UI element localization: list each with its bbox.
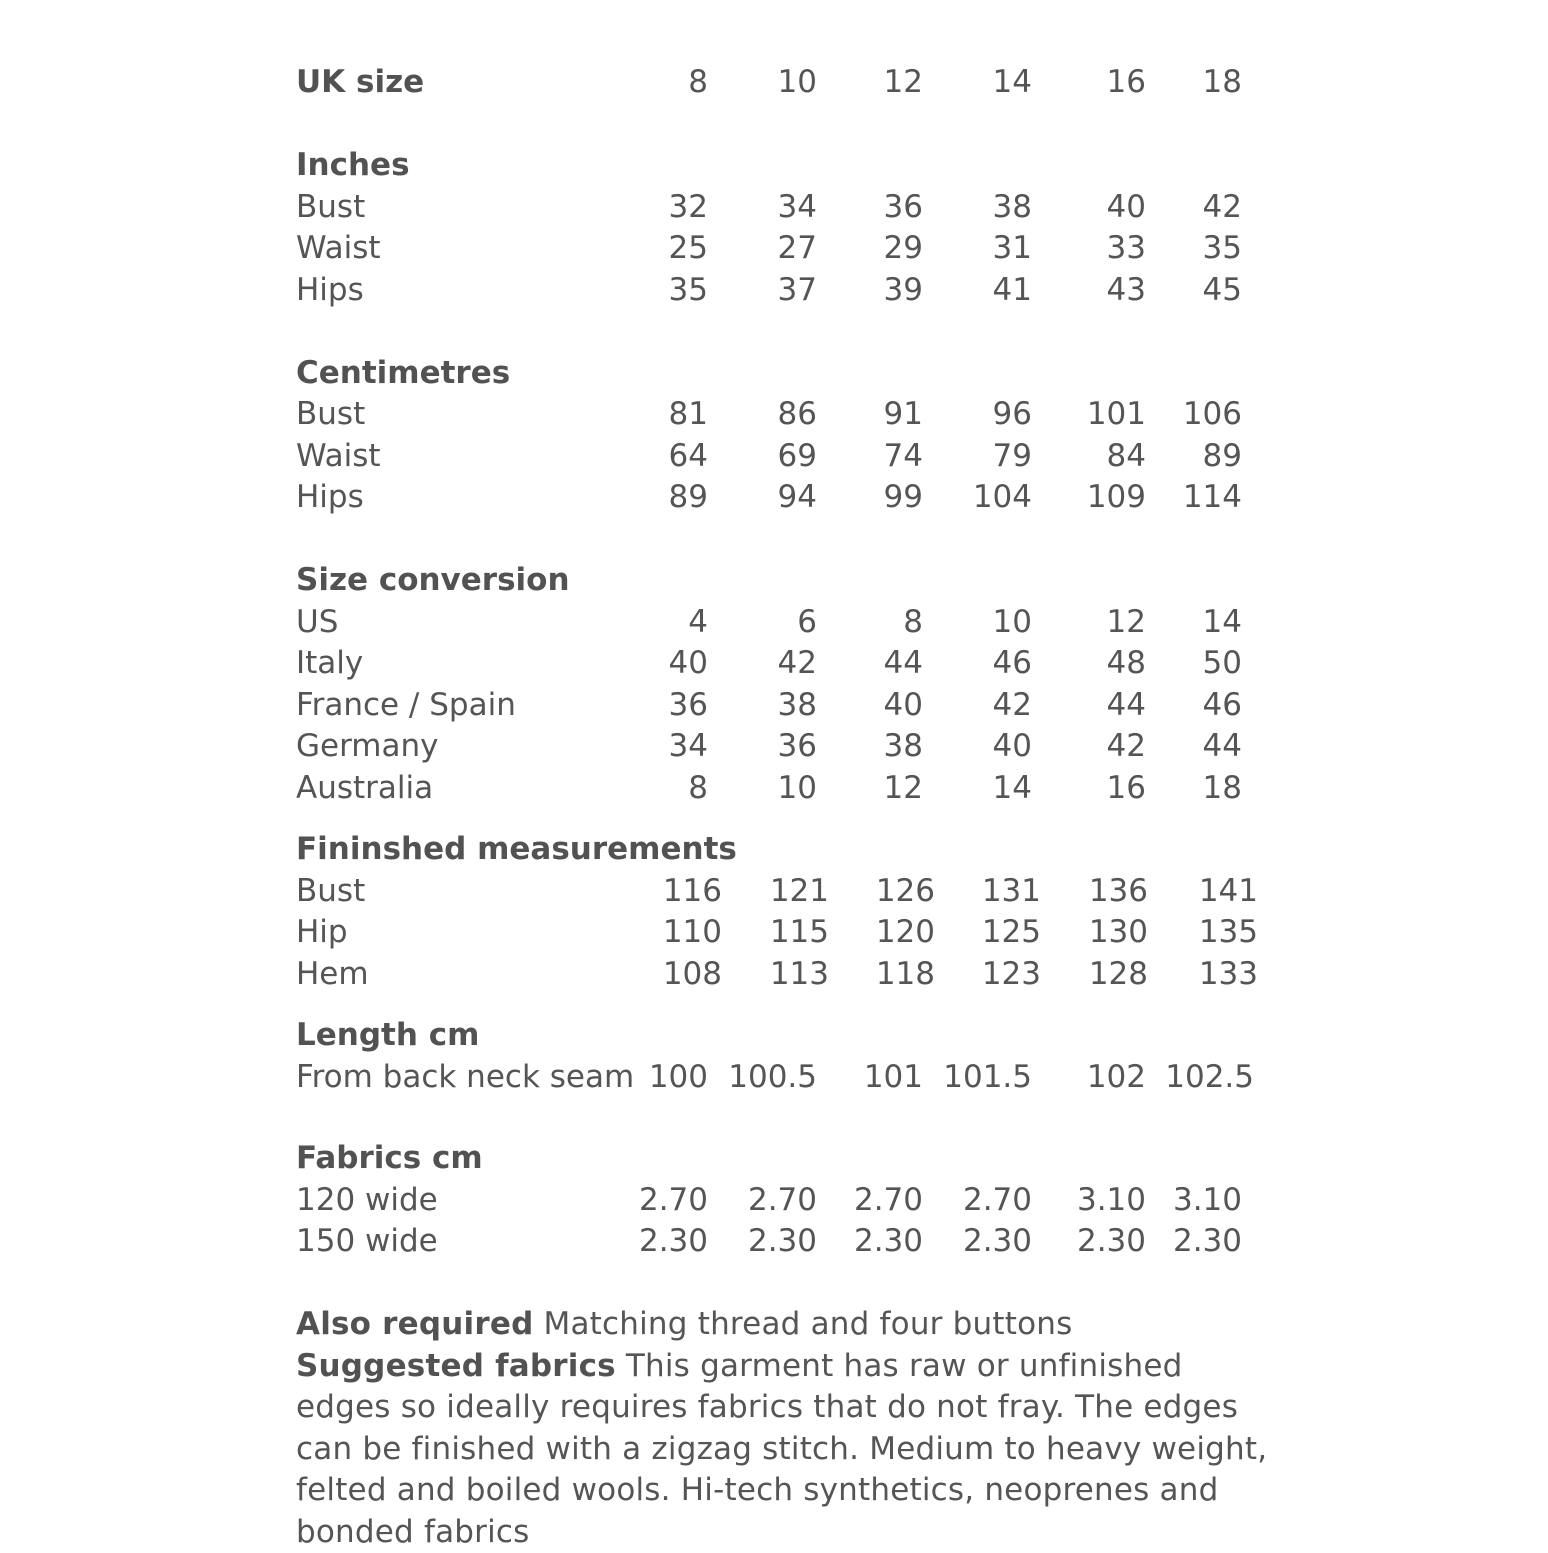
cell-value: 96	[902, 394, 1032, 436]
cell-value: 45	[1112, 270, 1242, 312]
fabrics-section	[296, 1138, 1276, 1263]
table-row	[296, 726, 1276, 768]
cell-value: 31	[902, 228, 1032, 270]
cell-value: 116	[592, 871, 722, 913]
cell-value: 35	[578, 270, 708, 312]
cell-value: 48	[1016, 643, 1146, 685]
cell-value: 121	[699, 871, 829, 913]
cell-value: 34	[687, 187, 817, 229]
cell-value: 89	[1112, 436, 1242, 478]
row-label: Australia	[296, 768, 433, 810]
cell-value: 32	[578, 187, 708, 229]
cell-value: 100	[578, 1057, 708, 1099]
cell-value: 42	[1016, 726, 1146, 768]
cell-value: 113	[699, 954, 829, 996]
cell-value: 40	[793, 685, 923, 727]
cell-value: 8	[793, 602, 923, 644]
cell-value: 2.30	[793, 1221, 923, 1263]
uk-size-value: 16	[1016, 62, 1146, 104]
cell-value: 126	[805, 871, 935, 913]
uk-size-value: 18	[1112, 62, 1242, 104]
cell-value: 101	[1016, 394, 1146, 436]
centimetres-section	[296, 353, 1276, 519]
cell-value: 99	[793, 477, 923, 519]
cell-value: 8	[578, 768, 708, 810]
cell-value: 2.30	[687, 1221, 817, 1263]
length-heading: Length cm	[296, 1015, 479, 1057]
cell-value: 10	[902, 602, 1032, 644]
cell-value: 125	[911, 912, 1041, 954]
cell-value: 2.70	[578, 1180, 708, 1222]
suggested-fabrics-paragraph	[296, 1346, 1276, 1553]
cell-value: 50	[1112, 643, 1242, 685]
size-chart	[296, 62, 1276, 1263]
table-row	[296, 871, 1276, 913]
cell-value: 2.70	[793, 1180, 923, 1222]
cell-value: 12	[1016, 602, 1146, 644]
cell-value: 81	[578, 394, 708, 436]
size-conversion-heading: Size conversion	[296, 560, 570, 602]
cell-value: 3.10	[1112, 1180, 1242, 1222]
spacer	[296, 809, 1276, 829]
row-label: Germany	[296, 726, 438, 768]
row-label: Hem	[296, 954, 369, 996]
row-label: Bust	[296, 187, 365, 229]
cell-value: 64	[578, 436, 708, 478]
cell-value: 100.5	[687, 1057, 817, 1099]
cell-value: 89	[578, 477, 708, 519]
table-row	[296, 477, 1276, 519]
cell-value: 42	[687, 643, 817, 685]
cell-value: 136	[1018, 871, 1148, 913]
row-label: 120 wide	[296, 1180, 438, 1222]
cell-value: 25	[578, 228, 708, 270]
cell-value: 4	[578, 602, 708, 644]
cell-value: 16	[1016, 768, 1146, 810]
section-heading	[296, 1138, 1276, 1180]
cell-value: 120	[805, 912, 935, 954]
cell-value: 44	[793, 643, 923, 685]
table-row	[296, 912, 1276, 954]
row-label: France / Spain	[296, 685, 516, 727]
spacer	[296, 1098, 1276, 1118]
finished-measurements-section	[296, 829, 1276, 995]
table-row	[296, 436, 1276, 478]
cell-value: 36	[578, 685, 708, 727]
uk-size-label: UK size	[296, 62, 424, 104]
cell-value: 33	[1016, 228, 1146, 270]
cell-value: 2.30	[578, 1221, 708, 1263]
cell-value: 123	[911, 954, 1041, 996]
cell-value: 106	[1112, 394, 1242, 436]
table-row	[296, 1221, 1276, 1263]
cell-value: 2.30	[1112, 1221, 1242, 1263]
table-row	[296, 228, 1276, 270]
cell-value: 114	[1112, 477, 1242, 519]
uk-size-value: 10	[687, 62, 817, 104]
table-row	[296, 768, 1276, 810]
cell-value: 34	[578, 726, 708, 768]
cell-value: 10	[687, 768, 817, 810]
cell-value: 102.5	[1124, 1057, 1254, 1099]
cell-value: 91	[793, 394, 923, 436]
cell-value: 38	[793, 726, 923, 768]
cell-value: 108	[592, 954, 722, 996]
cell-value: 35	[1112, 228, 1242, 270]
cell-value: 141	[1128, 871, 1258, 913]
cell-value: 46	[902, 643, 1032, 685]
cell-value: 131	[911, 871, 1041, 913]
cell-value: 27	[687, 228, 817, 270]
spacer	[296, 1118, 1276, 1138]
cell-value: 115	[699, 912, 829, 954]
cell-value: 133	[1128, 954, 1258, 996]
cell-value: 42	[1112, 187, 1242, 229]
cell-value: 128	[1018, 954, 1148, 996]
row-label: Bust	[296, 394, 365, 436]
cell-value: 42	[902, 685, 1032, 727]
spacer	[296, 311, 1276, 353]
cell-value: 101	[793, 1057, 923, 1099]
suggested-fabrics-text: This garment has raw or unfinished edges so ideally requires fabrics that do not fray. The edges can be finished with a zigzag stitch. Medium to heavy weight, felted and boiled wools. Hi-tech synthetics, neoprenes and bonded fabrics	[296, 1348, 1267, 1550]
cell-value: 109	[1016, 477, 1146, 519]
size-conversion-section	[296, 560, 1276, 809]
section-heading	[296, 829, 1276, 871]
cell-value: 74	[793, 436, 923, 478]
cell-value: 104	[902, 477, 1032, 519]
also-required-text: Matching thread and four buttons	[544, 1306, 1073, 1342]
uk-size-value: 12	[793, 62, 923, 104]
table-row	[296, 394, 1276, 436]
suggested-fabrics-label: Suggested fabrics	[296, 1348, 616, 1384]
cell-value: 135	[1128, 912, 1258, 954]
cell-value: 44	[1112, 726, 1242, 768]
cell-value: 41	[902, 270, 1032, 312]
table-row	[296, 187, 1276, 229]
cell-value: 37	[687, 270, 817, 312]
cell-value: 36	[793, 187, 923, 229]
spacer	[296, 104, 1276, 146]
cell-value: 39	[793, 270, 923, 312]
cell-value: 101.5	[902, 1057, 1032, 1099]
cell-value: 3.10	[1016, 1180, 1146, 1222]
inches-section	[296, 145, 1276, 311]
row-label: Hips	[296, 477, 364, 519]
cell-value: 29	[793, 228, 923, 270]
cell-value: 38	[902, 187, 1032, 229]
uk-size-value: 14	[902, 62, 1032, 104]
section-heading	[296, 560, 1276, 602]
row-label: US	[296, 602, 338, 644]
cell-value: 43	[1016, 270, 1146, 312]
table-row	[296, 1057, 1276, 1099]
row-label: Italy	[296, 643, 363, 685]
cell-value: 2.70	[902, 1180, 1032, 1222]
cell-value: 110	[592, 912, 722, 954]
cell-value: 18	[1112, 768, 1242, 810]
cell-value: 40	[578, 643, 708, 685]
cell-value: 102	[1016, 1057, 1146, 1099]
spacer	[296, 995, 1276, 1015]
notes-block	[296, 1304, 1276, 1553]
cell-value: 130	[1018, 912, 1148, 954]
cell-value: 12	[793, 768, 923, 810]
uk-size-value: 8	[578, 62, 708, 104]
table-row	[296, 954, 1276, 996]
cell-value: 2.30	[902, 1221, 1032, 1263]
cell-value: 94	[687, 477, 817, 519]
row-label: 150 wide	[296, 1221, 438, 1263]
section-heading	[296, 145, 1276, 187]
also-required-label: Also required	[296, 1306, 533, 1342]
uk-size-row	[296, 62, 1276, 104]
cell-value: 86	[687, 394, 817, 436]
table-row	[296, 1180, 1276, 1222]
cell-value: 36	[687, 726, 817, 768]
table-row	[296, 685, 1276, 727]
fabrics-heading: Fabrics cm	[296, 1138, 483, 1180]
cell-value: 38	[687, 685, 817, 727]
cell-value: 14	[1112, 602, 1242, 644]
cell-value: 2.70	[687, 1180, 817, 1222]
finished-measurements-heading: Fininshed measurements	[296, 829, 737, 871]
row-label: Hip	[296, 912, 348, 954]
cell-value: 2.30	[1016, 1221, 1146, 1263]
row-label: Hips	[296, 270, 364, 312]
spacer	[296, 519, 1276, 561]
table-row	[296, 270, 1276, 312]
cell-value: 118	[805, 954, 935, 996]
centimetres-heading: Centimetres	[296, 353, 510, 395]
cell-value: 6	[687, 602, 817, 644]
cell-value: 79	[902, 436, 1032, 478]
row-label: From back neck seam	[296, 1057, 634, 1099]
cell-value: 84	[1016, 436, 1146, 478]
cell-value: 40	[902, 726, 1032, 768]
section-heading	[296, 1015, 1276, 1057]
length-section	[296, 1015, 1276, 1098]
row-label: Waist	[296, 228, 381, 270]
cell-value: 40	[1016, 187, 1146, 229]
cell-value: 46	[1112, 685, 1242, 727]
inches-heading: Inches	[296, 145, 410, 187]
row-label: Waist	[296, 436, 381, 478]
table-row	[296, 602, 1276, 644]
cell-value: 44	[1016, 685, 1146, 727]
cell-value: 69	[687, 436, 817, 478]
also-required-paragraph	[296, 1304, 1276, 1346]
section-heading	[296, 353, 1276, 395]
table-row	[296, 643, 1276, 685]
row-label: Bust	[296, 871, 365, 913]
cell-value: 14	[902, 768, 1032, 810]
